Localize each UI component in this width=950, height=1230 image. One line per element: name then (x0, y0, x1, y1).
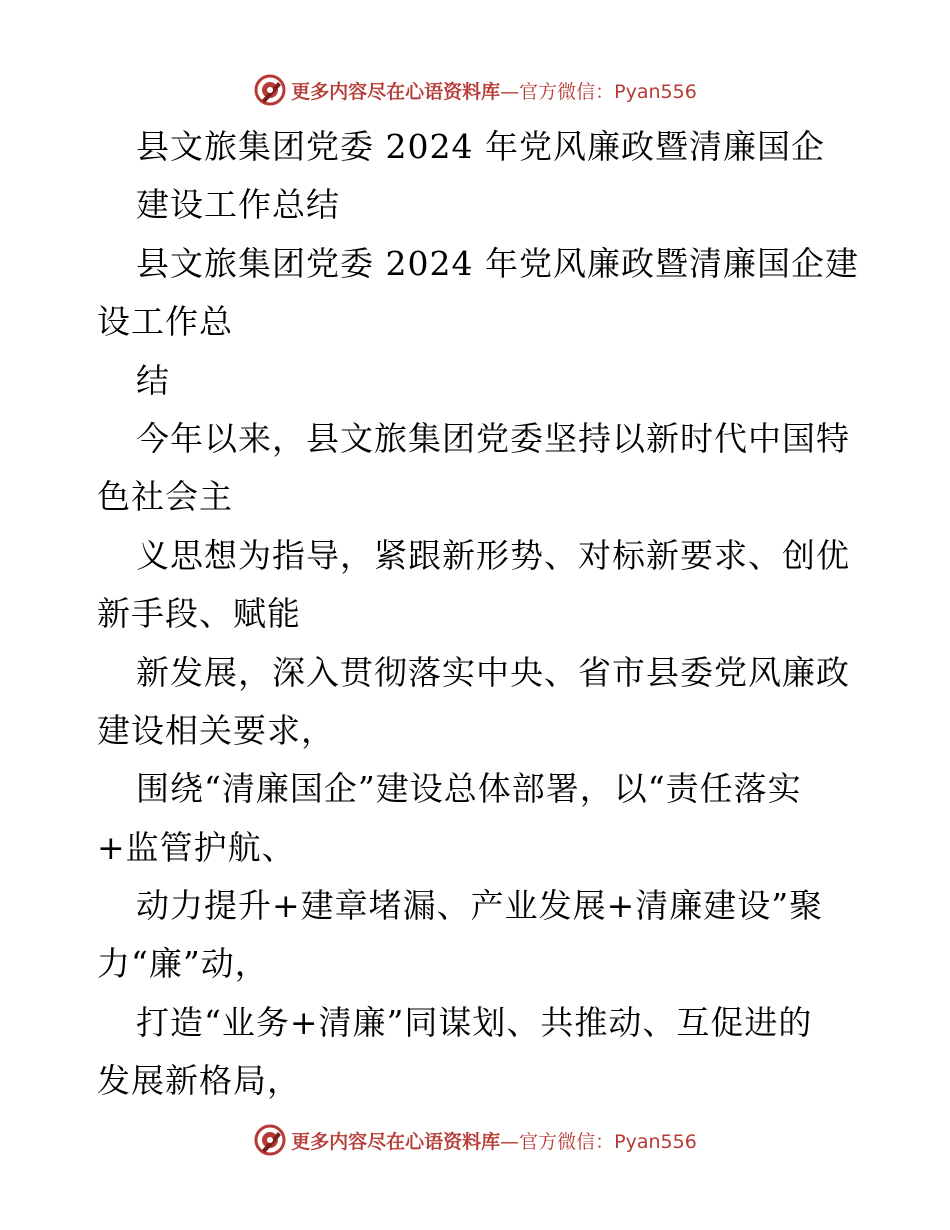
title-line-2: 建设工作总结 (136, 185, 340, 225)
text-line: 力“廉”动， (97, 944, 269, 984)
header-banner-suffix: —官方微信：Pyan556 (500, 80, 697, 103)
text-line: +监管护航、 (97, 827, 296, 867)
document-body (97, 118, 857, 1111)
text-line: 色社会主 (97, 477, 233, 517)
text-line: 打造“业务+清廉”同谋划、共推动、互促进的 (136, 1002, 813, 1042)
footer-banner (0, 1120, 950, 1160)
text-line: 新手段、赋能 (97, 594, 301, 634)
text-line: 动力提升+建章堵漏、产业发展+清廉建设”聚 (136, 886, 824, 926)
text-line: 围绕“清廉国企”建设总体部署，以“责任落实 (136, 769, 802, 809)
header-banner (0, 70, 950, 110)
text-line: 发展新格局， (97, 1061, 301, 1101)
header-banner-text (291, 77, 697, 104)
text-line: 结 (136, 360, 170, 400)
text-line: 设工作总 (97, 302, 233, 342)
text-line: 建设相关要求， (97, 710, 335, 750)
text-line: 义思想为指导，紧跟新形势、对标新要求、创优 (136, 535, 850, 575)
text-line: 新发展，深入贯彻落实中央、省市县委党风廉政 (136, 652, 850, 692)
header-banner-prefix: 更多内容尽在心语资料库 (291, 80, 501, 103)
pen-circle-logo-icon (253, 1123, 287, 1157)
text-line: 县文旅集团党委 2024 年党风廉政暨清廉国企建 (136, 243, 859, 283)
title-line-1: 县文旅集团党委 2024 年党风廉政暨清廉国企 (136, 127, 825, 166)
footer-banner-text (291, 1127, 697, 1154)
footer-banner-suffix: —官方微信：Pyan556 (500, 1130, 697, 1153)
footer-banner-prefix: 更多内容尽在心语资料库 (291, 1130, 501, 1153)
text-line: 今年以来，县文旅集团党委坚持以新时代中国特 (136, 418, 850, 458)
pen-circle-logo-icon (253, 73, 287, 107)
